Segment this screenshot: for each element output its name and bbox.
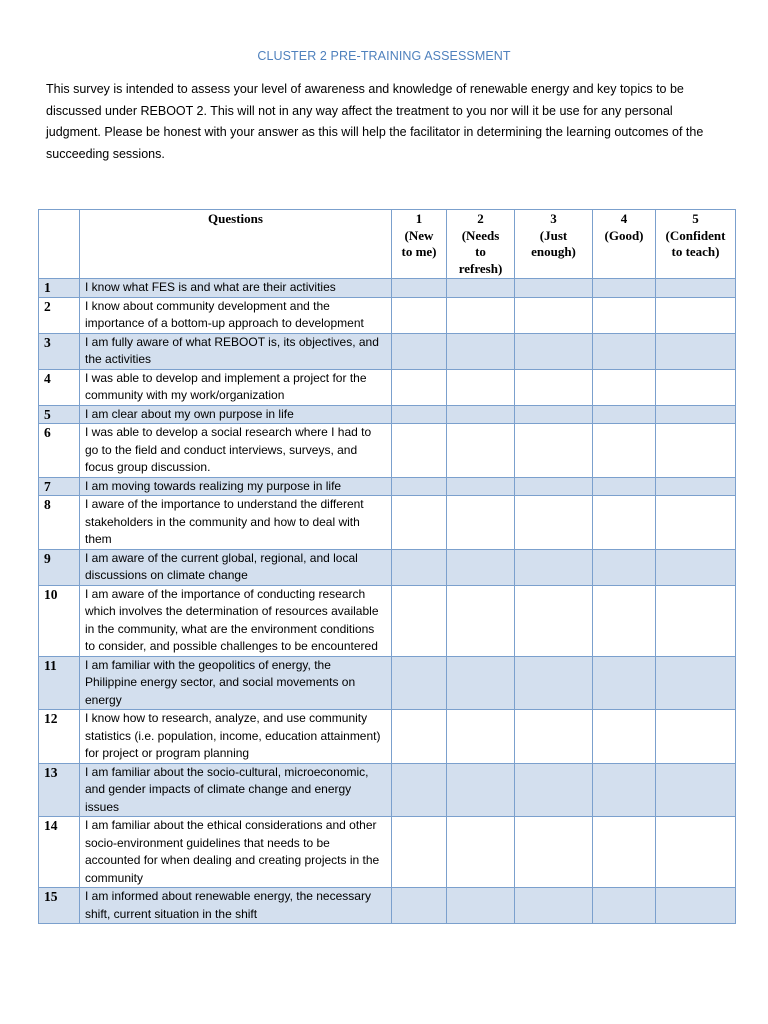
rating-cell[interactable] bbox=[593, 710, 656, 764]
rating-cell[interactable] bbox=[392, 297, 447, 333]
rating-cell[interactable] bbox=[515, 333, 593, 369]
rating-cell[interactable] bbox=[447, 297, 515, 333]
rating-cell[interactable] bbox=[447, 710, 515, 764]
table-row bbox=[39, 549, 736, 585]
header-scale-1 bbox=[392, 210, 447, 279]
question-text: I am aware of the importance of conducting research which involves the determination of resources available in the community, what are the environment conditions to consider, and possible challenges to be encountered bbox=[80, 585, 392, 656]
scale-number: 4 bbox=[620, 211, 628, 226]
intro-line: judgment. Please be honest with your answer as this will help the facilitator in determining the learning outcomes of the bbox=[46, 125, 704, 139]
header-questions: Questions bbox=[80, 210, 392, 279]
scale-label: enough) bbox=[531, 244, 576, 259]
scale-number: 2 bbox=[477, 211, 484, 226]
header-number-cell bbox=[39, 210, 80, 279]
rating-cell[interactable] bbox=[593, 424, 656, 478]
rating-cell[interactable] bbox=[593, 549, 656, 585]
rating-cell[interactable] bbox=[593, 333, 656, 369]
rating-cell[interactable] bbox=[593, 585, 656, 656]
question-text: I aware of the importance to understand the different stakeholders in the community and how to deal with them bbox=[80, 496, 392, 550]
rating-cell[interactable] bbox=[447, 656, 515, 710]
row-number: 14 bbox=[39, 817, 80, 888]
question-text: I am fully aware of what REBOOT is, its objectives, and the activities bbox=[80, 333, 392, 369]
rating-cell[interactable] bbox=[447, 424, 515, 478]
rating-cell[interactable] bbox=[593, 817, 656, 888]
header-scale-4 bbox=[593, 210, 656, 279]
row-number: 2 bbox=[39, 297, 80, 333]
rating-cell[interactable] bbox=[656, 477, 736, 496]
rating-cell[interactable] bbox=[515, 297, 593, 333]
header-scale-5 bbox=[656, 210, 736, 279]
scale-label: to bbox=[475, 244, 486, 259]
rating-cell[interactable] bbox=[656, 333, 736, 369]
row-number: 4 bbox=[39, 369, 80, 405]
rating-cell[interactable] bbox=[593, 656, 656, 710]
rating-cell[interactable] bbox=[656, 888, 736, 924]
rating-cell[interactable] bbox=[447, 496, 515, 550]
page-title: CLUSTER 2 PRE-TRAINING ASSESSMENT bbox=[257, 49, 511, 63]
rating-cell[interactable] bbox=[447, 763, 515, 817]
question-text: I know what FES is and what are their activities bbox=[80, 279, 392, 298]
rating-cell[interactable] bbox=[515, 424, 593, 478]
rating-cell[interactable] bbox=[392, 888, 447, 924]
rating-cell[interactable] bbox=[447, 817, 515, 888]
scale-label: (Good) bbox=[604, 227, 644, 243]
row-number: 13 bbox=[39, 763, 80, 817]
scale-label: refresh) bbox=[458, 260, 503, 276]
row-number: 15 bbox=[39, 888, 80, 924]
rating-cell[interactable] bbox=[656, 817, 736, 888]
table-row bbox=[39, 585, 736, 656]
rating-cell[interactable] bbox=[447, 549, 515, 585]
rating-cell[interactable] bbox=[515, 888, 593, 924]
table-row bbox=[39, 656, 736, 710]
rating-cell[interactable] bbox=[515, 763, 593, 817]
rating-cell[interactable] bbox=[515, 496, 593, 550]
question-text: I am familiar about the ethical considerations and other socio-environment guidelines that needs to be accounted for when dealing and creating projects in the community bbox=[80, 817, 392, 888]
assessment-table bbox=[38, 209, 736, 924]
row-number: 5 bbox=[39, 405, 80, 424]
intro-paragraph bbox=[46, 79, 736, 165]
question-text: I am informed about renewable energy, the necessary shift, current situation in the shift bbox=[80, 888, 392, 924]
rating-cell[interactable] bbox=[656, 405, 736, 424]
question-text: I was able to develop and implement a project for the community with my work/organization bbox=[80, 369, 392, 405]
scale-number: 3 bbox=[550, 211, 557, 226]
scale-label: to me) bbox=[401, 244, 437, 259]
rating-cell[interactable] bbox=[656, 710, 736, 764]
rating-cell[interactable] bbox=[593, 477, 656, 496]
rating-cell[interactable] bbox=[392, 333, 447, 369]
table-row bbox=[39, 279, 736, 298]
rating-cell[interactable] bbox=[392, 279, 447, 298]
rating-cell[interactable] bbox=[515, 369, 593, 405]
intro-line: This survey is intended to assess your level of awareness and knowledge of renewable energy and key topics to be bbox=[46, 82, 684, 96]
scale-label: (New bbox=[404, 227, 434, 243]
table-row bbox=[39, 369, 736, 405]
rating-cell[interactable] bbox=[656, 549, 736, 585]
rating-cell[interactable] bbox=[593, 496, 656, 550]
row-number: 7 bbox=[39, 477, 80, 496]
rating-cell[interactable] bbox=[447, 477, 515, 496]
scale-number: 1 bbox=[415, 211, 423, 226]
rating-cell[interactable] bbox=[392, 656, 447, 710]
row-number: 3 bbox=[39, 333, 80, 369]
rating-cell[interactable] bbox=[656, 496, 736, 550]
rating-cell[interactable] bbox=[593, 405, 656, 424]
row-number: 6 bbox=[39, 424, 80, 478]
table-row bbox=[39, 888, 736, 924]
rating-cell[interactable] bbox=[515, 279, 593, 298]
table-row bbox=[39, 817, 736, 888]
table-row bbox=[39, 496, 736, 550]
table-row bbox=[39, 405, 736, 424]
question-text: I was able to develop a social research where I had to go to the field and conduct interviews, surveys, and focus group discussion. bbox=[80, 424, 392, 478]
rating-cell[interactable] bbox=[392, 763, 447, 817]
rating-cell[interactable] bbox=[392, 549, 447, 585]
row-number: 12 bbox=[39, 710, 80, 764]
rating-cell[interactable] bbox=[515, 817, 593, 888]
rating-cell[interactable] bbox=[593, 763, 656, 817]
question-text: I know how to research, analyze, and use community statistics (i.e. population, income, education attainment) for project or program planning bbox=[80, 710, 392, 764]
rating-cell[interactable] bbox=[447, 585, 515, 656]
table-header-row bbox=[39, 210, 736, 279]
table-row bbox=[39, 763, 736, 817]
rating-cell[interactable] bbox=[392, 585, 447, 656]
rating-cell[interactable] bbox=[515, 405, 593, 424]
table-row bbox=[39, 297, 736, 333]
table-row bbox=[39, 333, 736, 369]
rating-cell[interactable] bbox=[392, 369, 447, 405]
scale-label: (Needs bbox=[461, 227, 500, 243]
row-number: 10 bbox=[39, 585, 80, 656]
scale-label: (Just bbox=[539, 227, 568, 243]
rating-cell[interactable] bbox=[593, 888, 656, 924]
header-scale-3 bbox=[515, 210, 593, 279]
scale-label: (Confident bbox=[665, 227, 726, 243]
table-row bbox=[39, 424, 736, 478]
header-scale-2 bbox=[447, 210, 515, 279]
rating-cell[interactable] bbox=[447, 888, 515, 924]
question-text: I am familiar with the geopolitics of energy, the Philippine energy sector, and social movements on energy bbox=[80, 656, 392, 710]
rating-cell[interactable] bbox=[515, 656, 593, 710]
rating-cell[interactable] bbox=[593, 297, 656, 333]
rating-cell[interactable] bbox=[447, 405, 515, 424]
row-number: 1 bbox=[39, 279, 80, 298]
rating-cell[interactable] bbox=[392, 405, 447, 424]
question-text: I am familiar about the socio-cultural, microeconomic, and gender impacts of climate change and energy issues bbox=[80, 763, 392, 817]
rating-cell[interactable] bbox=[593, 369, 656, 405]
rating-cell[interactable] bbox=[656, 585, 736, 656]
intro-line: succeeding sessions. bbox=[46, 146, 165, 161]
rating-cell[interactable] bbox=[515, 585, 593, 656]
rating-cell[interactable] bbox=[515, 710, 593, 764]
rating-cell[interactable] bbox=[656, 763, 736, 817]
rating-cell[interactable] bbox=[656, 369, 736, 405]
intro-line: discussed under REBOOT 2. This will not in any way affect the treatment to you nor will it be use for any personal bbox=[46, 103, 673, 118]
scale-number: 5 bbox=[692, 211, 699, 226]
rating-cell[interactable] bbox=[656, 424, 736, 478]
rating-cell[interactable] bbox=[447, 333, 515, 369]
scale-label: to teach) bbox=[671, 244, 720, 259]
question-text: I know about community development and the importance of a bottom-up approach to development bbox=[80, 297, 392, 333]
rating-cell[interactable] bbox=[447, 279, 515, 298]
rating-cell[interactable] bbox=[447, 369, 515, 405]
row-number: 11 bbox=[39, 656, 80, 710]
rating-cell[interactable] bbox=[515, 549, 593, 585]
table-row bbox=[39, 477, 736, 496]
rating-cell[interactable] bbox=[656, 656, 736, 710]
question-text: I am aware of the current global, regional, and local discussions on climate change bbox=[80, 549, 392, 585]
question-text: I am moving towards realizing my purpose in life bbox=[80, 477, 392, 496]
rating-cell[interactable] bbox=[656, 279, 736, 298]
rating-cell[interactable] bbox=[392, 477, 447, 496]
rating-cell[interactable] bbox=[515, 477, 593, 496]
table-row bbox=[39, 710, 736, 764]
rating-cell[interactable] bbox=[593, 279, 656, 298]
question-text: I am clear about my own purpose in life bbox=[80, 405, 392, 424]
row-number: 9 bbox=[39, 549, 80, 585]
rating-cell[interactable] bbox=[392, 817, 447, 888]
row-number: 8 bbox=[39, 496, 80, 550]
rating-cell[interactable] bbox=[656, 297, 736, 333]
rating-cell[interactable] bbox=[392, 496, 447, 550]
rating-cell[interactable] bbox=[392, 424, 447, 478]
rating-cell[interactable] bbox=[392, 710, 447, 764]
